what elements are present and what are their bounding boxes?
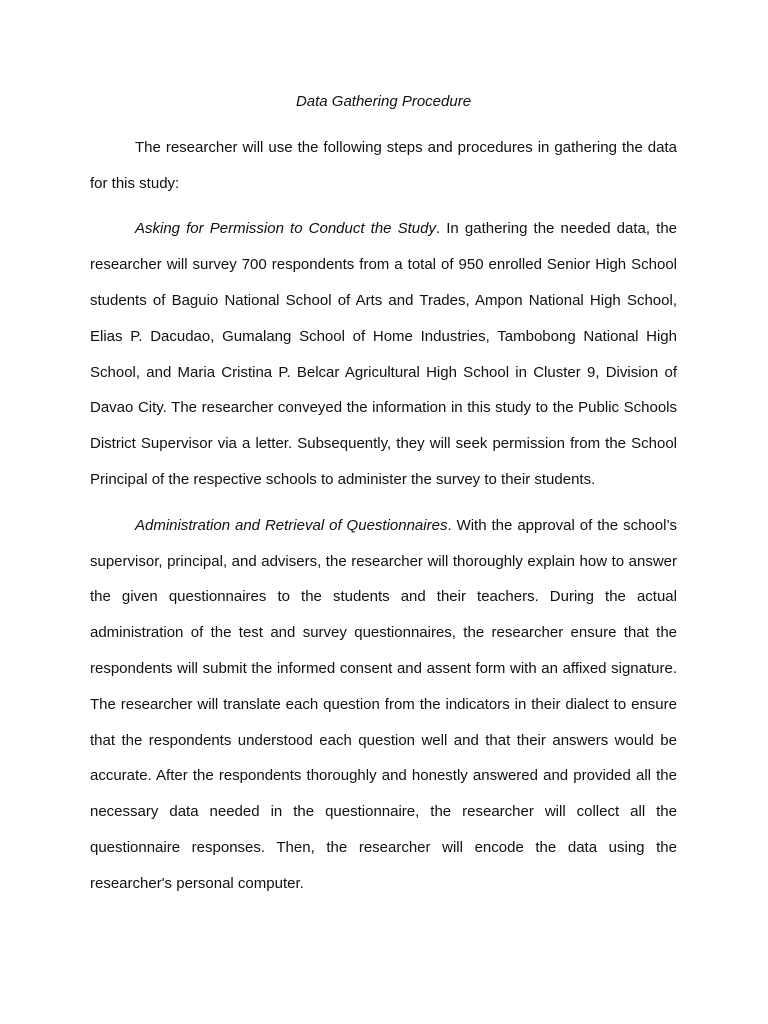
section-paragraph-permission bbox=[90, 211, 677, 497]
section-paragraph-administration bbox=[90, 508, 677, 902]
intro-paragraph: The researcher will use the following steps and procedures in gathering the data for this study: bbox=[90, 138, 677, 192]
section-heading-permission: Asking for Permission to Conduct the Study bbox=[135, 220, 436, 238]
page-title: Data Gathering Procedure bbox=[295, 93, 472, 110]
document-page bbox=[90, 84, 677, 912]
section-body-permission: . In gathering the needed data, the researcher will survey 700 respondents from a total of 950 enrolled Senior High School students of Baguio National School of Arts and Trades, Ampon National High School, Elias P. Dacudao, Gumalang School of Home Industries, Tambobong National High School, and Maria Cristina P. Belcar Agricultural High School in Cluster 9, Division of Davao City. The researcher conveyed the information in this study to the Public Schools District Supervisor via a letter. Subsequently, they will seek permission from the School Principal of the respective schools to administer the survey to their students. bbox=[90, 220, 677, 488]
section-heading-administration: Administration and Retrieval of Questionnaires bbox=[135, 516, 448, 534]
section-body-administration: . With the approval of the school’s supervisor, principal, and advisers, the researcher will thoroughly explain how to answer the given questionnaires to the students and their teachers. During the actual administration of the test and survey questionnaires, the researcher ensure that the respondents will submit the informed consent and assent form with an affixed signature. The researcher will translate each question from the indicators in their dialect to ensure that the respondents understood each question well and that their answers would be accurate. After the respondents thoroughly and honestly answered and provided all the necessary data needed in the questionnaire, the researcher will collect all the questionnaire responses. Then, the researcher will encode the data using the researcher's personal computer. bbox=[90, 516, 677, 892]
